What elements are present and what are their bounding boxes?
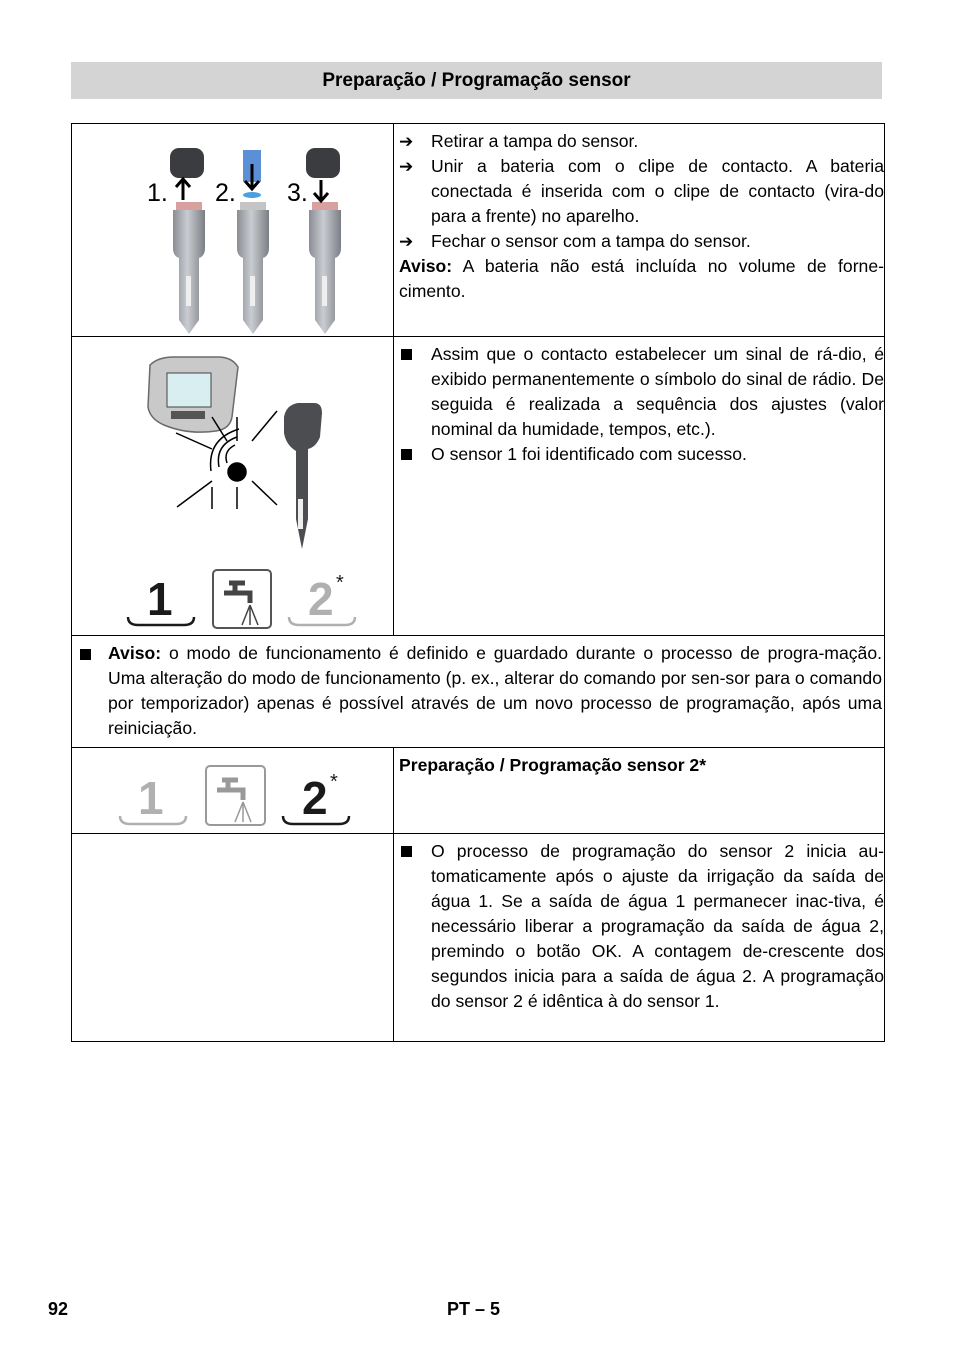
note-text: o modo de funcionamento é definido e guardado durante o processo de progra-mação. Uma alteração do modo de funcionamento (p. ex., alterar do comando por sen-sor para o comando por temporizador) apenas é possível através de um novo processo de programação, após uma reiniciação. xyxy=(108,643,882,738)
step-label-3: 3. xyxy=(287,179,308,207)
sensor-2-icon-row xyxy=(72,748,393,833)
controller-device xyxy=(148,357,238,432)
svg-text:2: 2 xyxy=(302,772,328,824)
section-header xyxy=(71,62,882,99)
list-item: O sensor 1 foi identificado com sucesso. xyxy=(399,442,884,467)
note-text: A bateria não está incluída no volume de forne-cimento. xyxy=(399,256,884,301)
radio-signal-illustration xyxy=(72,337,394,636)
instruction-table xyxy=(71,123,885,1042)
arrow-right-icon: ➔ xyxy=(399,157,414,176)
note-label: Aviso: xyxy=(108,643,162,663)
sensor-battery-figure xyxy=(72,124,393,336)
square-bullet-icon xyxy=(401,449,412,460)
water-tap-icon xyxy=(213,570,271,628)
channel-2-icon xyxy=(289,572,355,625)
sensor-figure-1 xyxy=(147,148,205,334)
battery-steps-illustration xyxy=(72,124,394,337)
list-item: ➔ Fechar o sensor com a tampa do sensor. xyxy=(399,229,884,254)
language-page-label: PT – 5 xyxy=(447,1299,501,1319)
table-row xyxy=(72,748,885,834)
pairing-instructions xyxy=(394,337,885,636)
svg-text:2: 2 xyxy=(308,573,334,625)
table-row xyxy=(72,337,885,636)
svg-text:1: 1 xyxy=(138,772,164,824)
channel-1-icon xyxy=(120,772,186,824)
pairing-figure xyxy=(72,337,393,635)
channel-1-icon xyxy=(128,573,194,625)
note-label: Aviso: xyxy=(399,256,453,276)
sensor-2-icons xyxy=(72,748,394,834)
page-number: 92 xyxy=(48,1299,69,1319)
sensor-2-heading-cell xyxy=(394,748,885,834)
square-bullet-icon xyxy=(401,846,412,857)
water-tap-icon xyxy=(206,766,265,825)
svg-text:*: * xyxy=(330,771,338,793)
svg-text:1: 1 xyxy=(147,573,173,625)
list-item: O processo de programação do sensor 2 inicia au-tomaticamente após o ajuste da irrigação da saída de água 1. Se a saída de água 1 permanecer inac-tiva, é necessário liberar a programação da saída de água 2, premindo o botão OK. A contagem de-crescente dos segundos inicia para a saída de água 2. A programação do sensor 2 é idêntica à do sensor 1. xyxy=(399,839,884,1014)
list-item: ➔ Unir a bateria com o clipe de contacto. A bateria conectada é inserida com o clipe de contacto (vira-do para a frente) no aparelho. xyxy=(399,156,884,226)
step-label-2: 2. xyxy=(215,179,236,207)
square-bullet-icon xyxy=(80,649,91,660)
section-title: Preparação / Programação sensor xyxy=(322,69,631,91)
empty-cell xyxy=(72,834,394,1042)
channel-2-icon xyxy=(283,771,349,824)
sensor-figure-2 xyxy=(215,150,269,334)
list-item: Assim que o contacto estabelecer um sinal de rá-dio, é exibido permanentemente o símbolo do sinal de rádio. De seguida é realizada a sequência dos ajustes (valor nominal da humidade, tempos, etc.). xyxy=(399,342,884,442)
sensor-figure-3 xyxy=(287,148,341,334)
battery-instructions xyxy=(394,124,885,337)
battery-note xyxy=(399,254,884,304)
sensor-2-heading: Preparação / Programação sensor 2* xyxy=(399,755,707,775)
square-bullet-icon xyxy=(401,349,412,360)
svg-text:*: * xyxy=(336,572,344,594)
list-item: ➔ Retirar a tampa do sensor. xyxy=(399,129,884,154)
table-row xyxy=(72,636,885,748)
table-row xyxy=(72,834,885,1042)
table-row xyxy=(72,124,885,337)
arrow-right-icon: ➔ xyxy=(399,132,414,151)
mode-note xyxy=(72,636,885,748)
sensor-figure xyxy=(284,403,322,549)
sensor-2-instructions xyxy=(394,834,885,1042)
arrow-right-icon: ➔ xyxy=(399,232,414,251)
step-label-1: 1. xyxy=(147,179,168,207)
